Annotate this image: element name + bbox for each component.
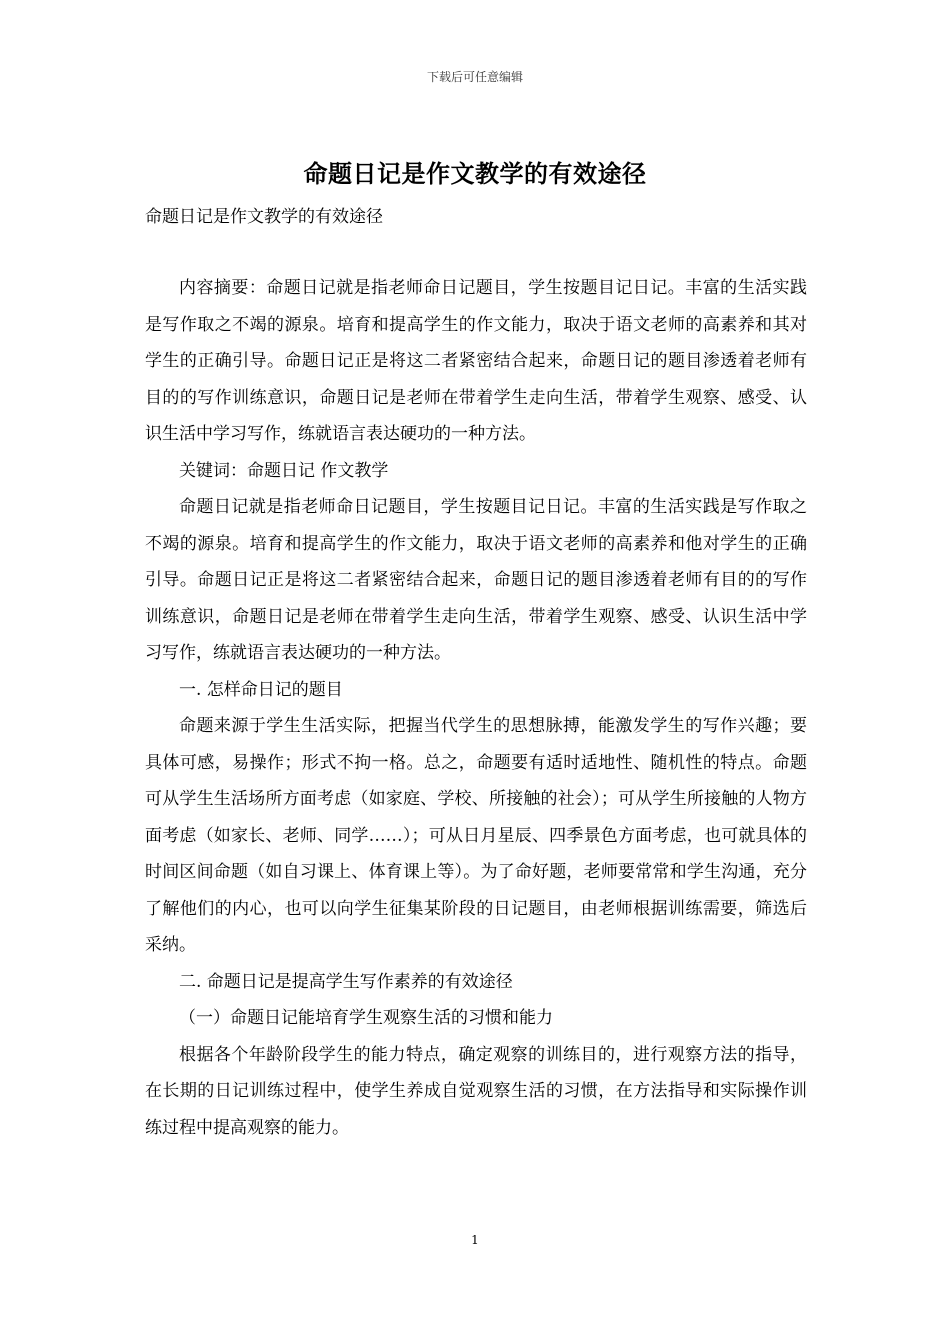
page-header-note: 下载后可任意编辑 <box>426 70 523 84</box>
page-number: 1 <box>471 1233 479 1247</box>
abstract-paragraph: 内容摘要：命题日记就是指老师命日记题目，学生按题目记日记。丰富的生活实践是写作取之不竭的源泉。培育和提高学生的作文能力，取决于语文老师的高素养和其对学生的正确引导。命题日记正是将这二者紧密结合起来，命题日记的题目渗透着老师有目的的写作训练意识，命题日记是老师在带着学生走向生活，带着学生观察、感受、认识生活中学习写作，练就语言表达硬功的一种方法。 <box>145 278 807 444</box>
document-title: 命题日记是作文教学的有效途径 <box>303 160 647 188</box>
document-body <box>145 270 807 1146</box>
section-heading-1: 一. 怎样命日记的题目 <box>179 679 343 700</box>
intro-paragraph: 命题日记就是指老师命日记题目，学生按题目记日记。丰富的生活实践是写作取之不竭的源泉。培育和提高学生的作文能力，取决于语文老师的高素养和他对学生的正确引导。命题日记正是将这二者紧密结合起来，命题日记的题目渗透着老师有目的的写作训练意识，命题日记是老师在带着学生走向生活，带着学生观察、感受、认识生活中学习写作，练就语言表达硬功的一种方法。 <box>145 497 807 663</box>
document-subtitle: 命题日记是作文教学的有效途径 <box>145 207 383 227</box>
section-1-paragraph: 命题来源于学生生活实际，把握当代学生的思想脉搏，能激发学生的写作兴趣；要具体可感，易操作；形式不拘一格。总之，命题要有适时适地性、随机性的特点。命题可从学生生活场所方面考虑（如家庭、学校、所接触的社会）；可从学生所接触的人物方面考虑（如家长、老师、同学……）；可从日月星辰、四季景色方面考虑，也可就具体的时间区间命题（如自习课上、体育课上等）。为了命好题，老师要常常和学生沟通，充分了解他们的内心，也可以向学生征集某阶段的日记题目，由老师根据训练需要，筛选后采纳。 <box>145 716 807 955</box>
section-heading-2: 二. 命题日记是提高学生写作素养的有效途径 <box>179 971 513 992</box>
keywords-paragraph: 关键词：命题日记 作文教学 <box>179 460 389 481</box>
subsection-1-paragraph: 根据各个年龄阶段学生的能力特点，确定观察的训练目的，进行观察方法的指导，在长期的日记训练过程中，使学生养成自觉观察生活的习惯，在方法指导和实际操作训练过程中提高观察的能力。 <box>145 1044 807 1138</box>
subsection-heading-1: （一）命题日记能培育学生观察生活的习惯和能力 <box>179 1008 553 1028</box>
